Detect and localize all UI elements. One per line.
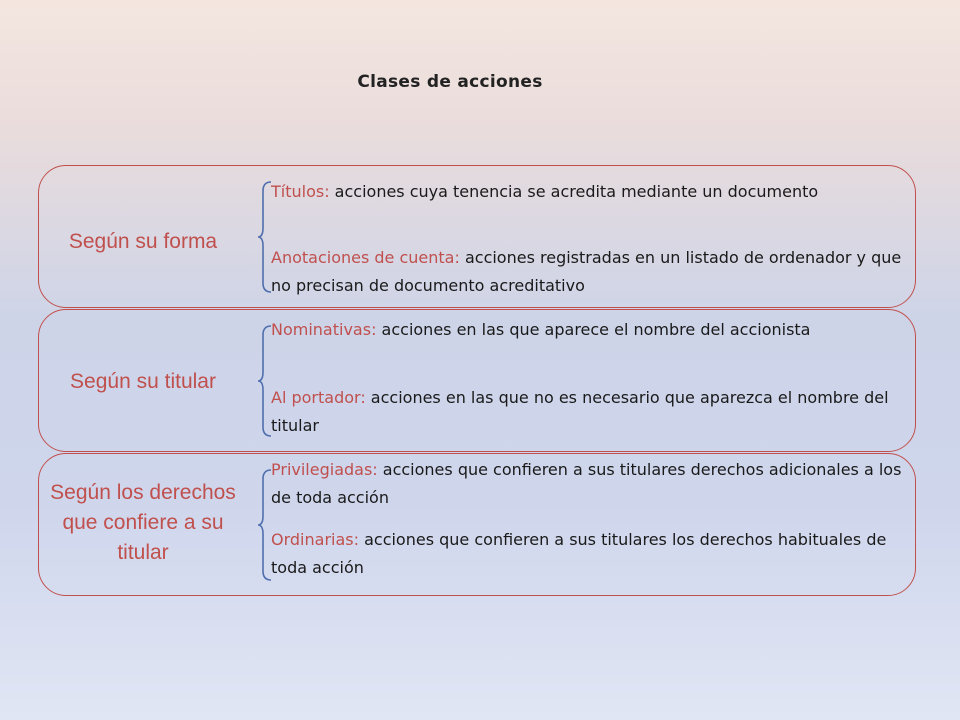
item-term: Al portador: xyxy=(271,388,366,407)
group-segun-su-forma xyxy=(38,165,916,308)
item-text: acciones en las que no es necesario que aparezca el nombre del titular xyxy=(271,388,889,435)
category-label: Según su titular xyxy=(70,370,216,393)
group-segun-su-titular xyxy=(38,309,916,452)
item-term: Títulos: xyxy=(271,182,330,201)
item-text: acciones que confieren a sus titulares derechos adicionales a los de toda acción xyxy=(271,460,902,507)
item-term: Ordinarias: xyxy=(271,530,359,549)
diagram-title: Clases de acciones xyxy=(357,72,543,92)
item-definition xyxy=(271,244,911,300)
item-text: acciones en las que aparece el nombre del accionista xyxy=(376,320,811,339)
item-text: acciones cuya tenencia se acredita mediante un documento xyxy=(329,182,819,201)
category-label: Según su forma xyxy=(68,230,218,253)
item-text: acciones que confieren a sus titulares los derechos habituales de toda acción xyxy=(271,530,887,577)
item-definition xyxy=(271,456,911,512)
item-term: Anotaciones de cuenta: xyxy=(271,248,460,267)
item-definition xyxy=(271,316,911,344)
item-term: Privilegiadas: xyxy=(271,460,378,479)
item-text: acciones registradas en un listado de ordenador y que no precisan de documento acreditativo xyxy=(271,248,902,295)
group-segun-los-derechos xyxy=(38,453,916,596)
item-definition xyxy=(271,384,911,440)
item-term: Nominativas: xyxy=(271,320,377,339)
item-definition xyxy=(271,178,911,206)
item-definition xyxy=(271,526,911,582)
category-label: Según los derechos que confiere a su titular xyxy=(50,481,236,564)
